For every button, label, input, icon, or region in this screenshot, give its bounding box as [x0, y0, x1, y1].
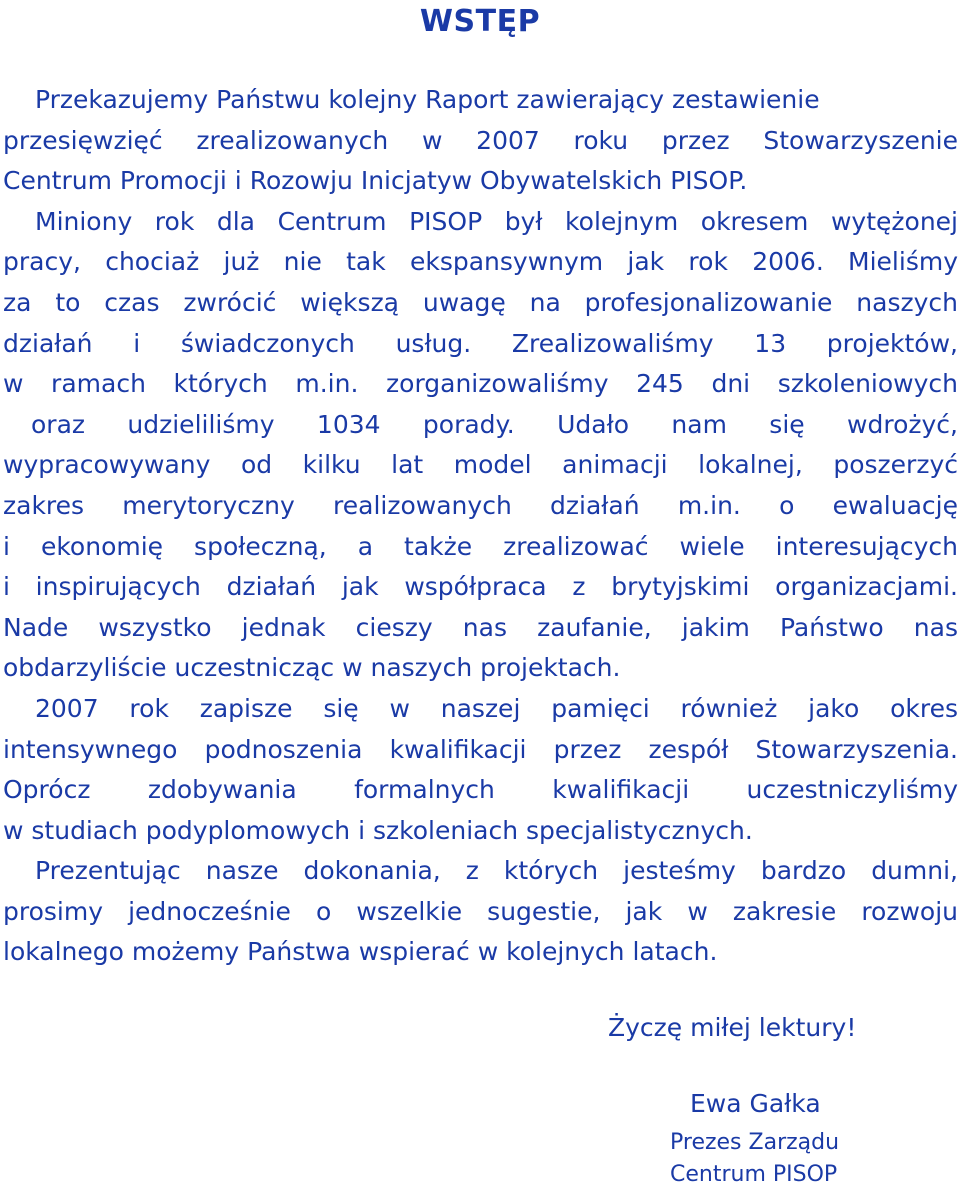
body-line: Oprócz zdobywania formalnych kwalifikacji uczestniczyliśmy: [3, 775, 958, 805]
body-line: w studiach podyplomowych i szkoleniach specjalistycznych.: [3, 815, 753, 845]
body-line: obdarzyliście uczestnicząc w naszych projektach.: [3, 653, 621, 683]
body-line: i inspirujących działań jak współpraca z brytyjskimi organizacjami.: [3, 572, 958, 602]
body-line: Miniony rok dla Centrum PISOP był kolejnym okresem wytężonej: [35, 206, 958, 236]
body-line: za to czas zwrócić większą uwagę na profesjonalizowanie naszych: [3, 287, 958, 317]
body-line: Przekazujemy Państwu kolejny Raport zawierający zestawienie: [35, 85, 820, 114]
signer-organization: Centrum PISOP: [670, 1162, 838, 1187]
page-title: WSTĘP: [419, 4, 541, 39]
body-line: działań i świadczonych usług. Zrealizowaliśmy 13 projektów,: [3, 328, 958, 358]
body-line: 2007 rok zapisze się w naszej pamięci również jako okres: [35, 693, 958, 723]
body-line: przesięwzięć zrealizowanych w 2007 roku przez Stowarzyszenie: [3, 125, 958, 155]
signer-name: Ewa Gałka: [690, 1089, 821, 1118]
body-line: oraz udzieliliśmy 1034 porady. Udało nam się wdrożyć,: [31, 409, 958, 439]
signer-role: Prezes Zarządu: [670, 1130, 840, 1155]
body-line: Nade wszystko jednak cieszy nas zaufanie, jakim Państwo nas: [3, 612, 958, 642]
body-line: Prezentując nasze dokonania, z których jesteśmy bardzo dumni,: [35, 856, 958, 886]
body-line: lokalnego możemy Państwa wspierać w kolejnych latach.: [3, 937, 718, 967]
body-paragraph: [3, 80, 958, 973]
body-line: Centrum Promocji i Rozowju Inicjatyw Obywatelskich PISOP.: [3, 166, 748, 196]
body-line: intensywnego podnoszenia kwalifikacji przez zespół Stowarzyszenia.: [3, 734, 958, 764]
body-line: i ekonomię społeczną, a także zrealizować wiele interesujących: [3, 531, 958, 561]
closing-greeting: Życzę miłej lektury!: [608, 1013, 857, 1042]
body-line: w ramach których m.in. zorganizowaliśmy 245 dni szkoleniowych: [3, 369, 958, 399]
body-line: zakres merytoryczny realizowanych działań m.in. o ewaluację: [3, 490, 958, 520]
body-line: pracy, chociaż już nie tak ekspansywnym jak rok 2006. Mieliśmy: [3, 247, 958, 277]
body-line: wypracowywany od kilku lat model animacji lokalnej, poszerzyć: [3, 450, 958, 480]
body-line: prosimy jednocześnie o wszelkie sugestie, jak w zakresie rozwoju: [3, 896, 958, 926]
